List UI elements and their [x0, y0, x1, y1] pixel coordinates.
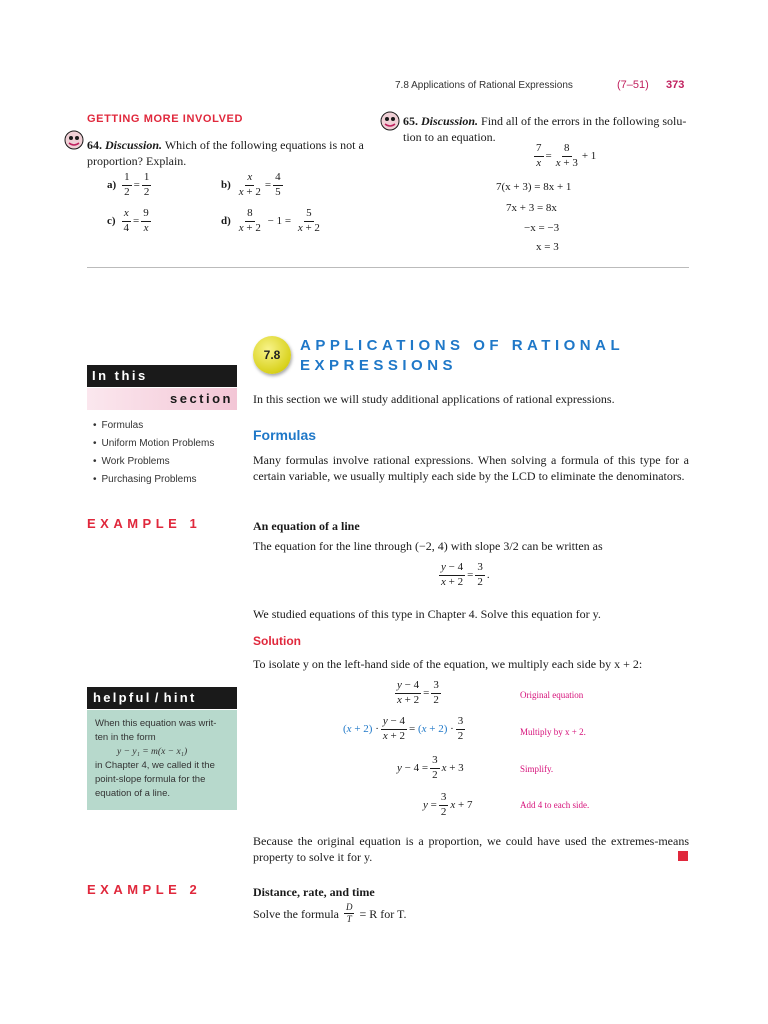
- exercise-64-label: Discussion.: [105, 138, 163, 152]
- step-4-equation: y = $\frac{3}{2}$ x + 7: [423, 791, 473, 818]
- hint-formula: y − y₁ = m(x − x₁): [117, 747, 188, 757]
- exercise-64: [87, 137, 377, 169]
- helpful-hint-word1: helpful: [93, 690, 152, 705]
- example-1-conclusion: Because the original equation is a proportion, we could have used the extremes-means property to solve it for y.: [253, 834, 689, 864]
- running-head-page-ref: (7–51): [617, 79, 649, 91]
- step-4-note: Add 4 to each side.: [520, 800, 590, 810]
- page-number: 373: [666, 79, 685, 91]
- section-intro: In this section we will study additional applications of rational expressions.: [253, 392, 615, 406]
- helpful-hint-box: [87, 710, 237, 810]
- topic-item: • Formulas: [93, 417, 214, 435]
- exercise-65-label: Discussion.: [421, 114, 479, 128]
- choice-d: d) $\frac{8}{x + 2}$ − 1 = $\frac{5}{x + 2}$: [221, 207, 320, 234]
- exercise-65-text: Find all of the errors in the following solu-tion to an equation.: [403, 114, 687, 144]
- solution-text: To isolate y on the left-hand side of the equation, we multiply each side by x + 2:: [253, 657, 643, 671]
- example-1-statement: The equation for the line through (−2, 4) with slope 3/2 can be written as: [253, 539, 603, 553]
- ex65-line3: 7x + 3 = 8x: [506, 202, 557, 214]
- step-3-equation: y − 4 = $\frac{3}{2}$ x + 3: [397, 754, 464, 781]
- divider-rule: [87, 267, 689, 268]
- choice-a-label: a): [107, 179, 117, 192]
- choice-a: a) $\frac{1}{2}$ = $\frac{1}{2}$: [107, 171, 150, 198]
- example-1-equation: $\frac{y - 4}{x + 2}$ = $\frac{3}{2}$ .: [441, 561, 490, 588]
- example-2-title: Distance, rate, and time: [253, 885, 375, 899]
- section-title: [300, 336, 624, 376]
- ex65-line4: −x = −3: [524, 222, 560, 234]
- example-2-label: EXAMPLE 2: [87, 882, 202, 897]
- hint-line2: ten in the form: [95, 732, 156, 743]
- example-2-statement-post: = R for T.: [359, 906, 407, 921]
- choice-c: c) $\frac{x}{4}$ = $\frac{9}{x}$: [107, 207, 149, 234]
- exercise-65: [403, 113, 691, 145]
- step-2-equation: (x + 2) · $\frac{y - 4}{x + 2}$ = (x + 2) · $\frac{3}{2}$: [343, 715, 464, 742]
- ex65-line1: $\frac{7}{x}$ = $\frac{8}{x + 3}$ + 1: [536, 142, 597, 169]
- formulas-text: Many formulas involve rational expressions. When solving a formula of this type for a certain variable, we usually multiply each side by the LCD to eliminate the denominators.: [253, 453, 689, 483]
- section-label-bar: section: [87, 388, 237, 410]
- topic-item: • Purchasing Problems: [93, 471, 214, 489]
- section-title-line2: EXPRESSIONS: [300, 357, 458, 374]
- choice-c-label: c): [107, 215, 116, 228]
- step-1-note: Original equation: [520, 690, 584, 700]
- choice-d-label: d): [221, 215, 231, 228]
- example-2-statement-pre: Solve the formula: [253, 906, 339, 921]
- hint-line3: in Chapter 4, we called it the point-slope formula for the equation of a line.: [95, 760, 215, 799]
- step-2-note: Multiply by x + 2.: [520, 727, 586, 737]
- getting-more-involved-heading: GETTING MORE INVOLVED: [87, 113, 244, 125]
- example-1-label: EXAMPLE 1: [87, 516, 202, 531]
- helpful-hint-word2: hint: [163, 690, 197, 705]
- exercise-64-number: 64.: [87, 138, 102, 152]
- example-2-statement: Solve the formula $\frac{D}{T}$ = R for T.: [253, 902, 407, 925]
- ex65-line5: x = 3: [536, 241, 559, 253]
- helpful-hint-bar: helpful / hint: [87, 687, 237, 709]
- ex65-line2: 7(x + 3) = 8x + 1: [496, 181, 572, 193]
- solution-heading: Solution: [253, 634, 301, 648]
- choice-b: b) $\frac{x}{x + 2}$ = $\frac{4}{5}$: [221, 171, 281, 198]
- example-1-after: We studied equations of this type in Chapter 4. Solve this equation for y.: [253, 607, 601, 621]
- section-title-line1: APPLICATIONS OF RATIONAL: [300, 337, 625, 354]
- topic-item: • Uniform Motion Problems: [93, 435, 214, 453]
- discussion-icon: [380, 111, 400, 131]
- exercise-65-number: 65.: [403, 114, 418, 128]
- end-of-example-marker: [678, 851, 688, 861]
- topic-item: • Work Problems: [93, 453, 214, 471]
- choice-b-label: b): [221, 179, 231, 192]
- exercise-64-text: Which of the following equations is not a proportion? Explain.: [87, 138, 364, 168]
- hint-line1: When this equation was writ-: [95, 718, 217, 729]
- running-head-section: 7.8 Applications of Rational Expressions: [395, 80, 573, 91]
- discussion-icon: [64, 130, 84, 150]
- step-1-equation: $\frac{y - 4}{x + 2}$ = $\frac{3}{2}$: [397, 679, 439, 706]
- section-number-badge: 7.8: [253, 336, 291, 374]
- formulas-heading: Formulas: [253, 427, 317, 443]
- in-this-section-bar: In this: [87, 365, 237, 387]
- example-1-title: An equation of a line: [253, 519, 360, 533]
- step-3-note: Simplify.: [520, 764, 554, 774]
- section-topics-list: [93, 417, 214, 489]
